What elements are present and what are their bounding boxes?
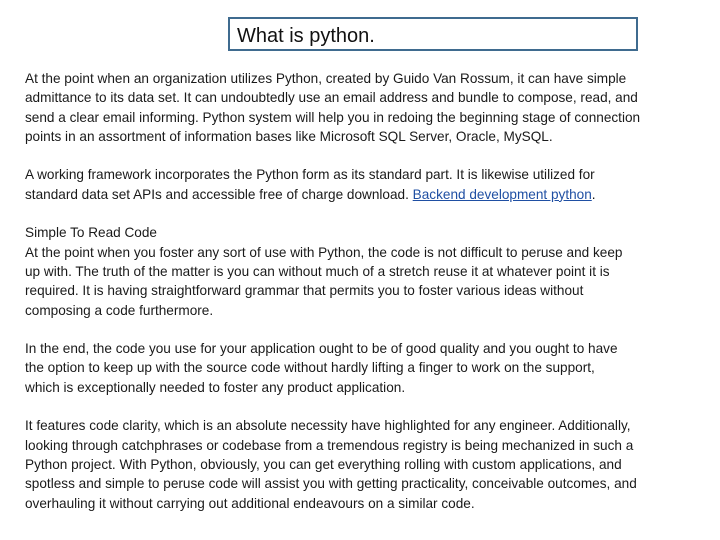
paragraph-3 bbox=[25, 223, 697, 319]
text-line: which is exceptionally needed to foster any product application. bbox=[25, 379, 406, 395]
text-line: up with. The truth of the matter is you can without much of a stretch reuse it at whatever point it is bbox=[25, 263, 610, 279]
paragraph-2 bbox=[25, 165, 697, 204]
paragraph-1 bbox=[25, 69, 697, 146]
text-line: spotless and simple to peruse code will assist you with getting practicality, conceivable outcomes, and bbox=[25, 476, 637, 492]
text-line: A working framework incorporates the Python form as its standard part. It is likewise utilized for bbox=[25, 167, 595, 183]
text-line: admittance to its data set. It can undoubtedly use an email address and bundle to compose, read, and bbox=[25, 90, 638, 106]
text-line: looking through catchphrases or codebase from a tremendous registry is being mechanized in such a bbox=[25, 437, 634, 453]
body-text bbox=[25, 69, 697, 513]
text-line: composing a code furthermore. bbox=[25, 302, 214, 318]
section-heading: Simple To Read Code bbox=[25, 225, 157, 241]
text-segment: standard data set APIs and accessible free of charge download. bbox=[25, 186, 413, 202]
text-line: It features code clarity, which is an absolute necessity have highlighted for any engineer. Additionally, bbox=[25, 418, 631, 434]
text-line: the option to keep up with the source code without hardly lifting a finger to work on the support, bbox=[25, 360, 595, 376]
paragraph-5 bbox=[25, 416, 697, 512]
text-line: Python project. With Python, obviously, you can get everything rolling with custom applications, and bbox=[25, 456, 622, 472]
backend-development-link[interactable]: Backend development python bbox=[412, 186, 592, 202]
text-line: At the point when an organization utilizes Python, created by Guido Van Rossum, it can have simple bbox=[25, 71, 627, 86]
text-line: send a clear email informing. Python system will help you in redoing the beginning stage of connection bbox=[25, 109, 641, 125]
title-box bbox=[228, 17, 638, 51]
paragraph-4 bbox=[25, 339, 697, 397]
page-title: What is python. bbox=[237, 25, 375, 47]
text-segment: . bbox=[591, 186, 596, 202]
text-line: required. It is having straightforward grammar that permits you to foster various ideas without bbox=[25, 283, 584, 299]
text-line: In the end, the code you use for your application ought to be of good quality and you ought to have bbox=[25, 341, 618, 357]
text-line: points in an assortment of information bases like Microsoft SQL Server, Oracle, MySQL. bbox=[25, 128, 553, 144]
text-line-with-link bbox=[25, 185, 697, 204]
text-line: At the point when you foster any sort of use with Python, the code is not difficult to peruse and keep bbox=[25, 244, 623, 260]
text-line: overhauling it without carrying out additional endeavours on a similar code. bbox=[25, 495, 475, 511]
